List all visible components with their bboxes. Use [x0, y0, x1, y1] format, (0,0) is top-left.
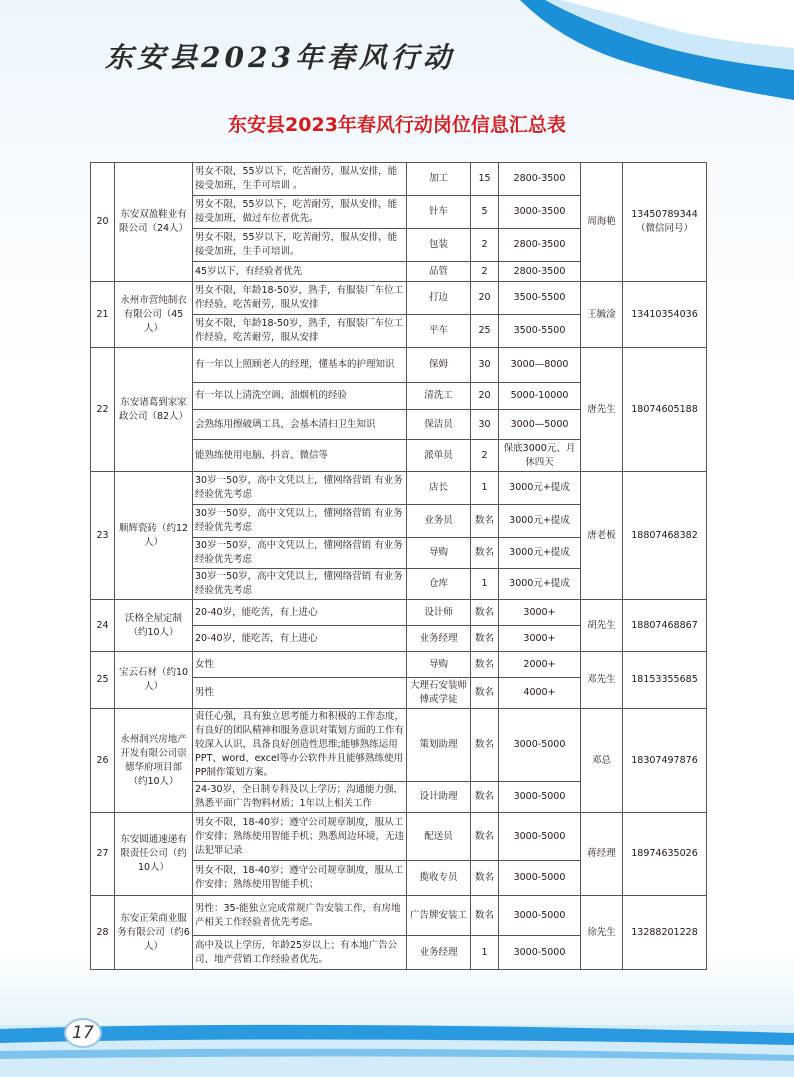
job-title: 店长 [407, 472, 471, 505]
job-title: 品管 [407, 262, 471, 282]
company-name: 永州市营纯制衣有限公司（45人） [115, 282, 193, 348]
contact-phone: 18153355685 [623, 652, 707, 709]
row-number: 25 [91, 652, 115, 709]
job-title: 业务经理 [407, 626, 471, 652]
headcount: 20 [471, 282, 499, 315]
contact-person: 邓总 [581, 709, 623, 813]
job-requirement: 男女不限，年龄18-50岁，熟手，有服装厂车位工作经验，吃苦耐劳，服从安排 [193, 315, 407, 348]
job-requirement: 女性 [193, 652, 407, 678]
job-title: 加工 [407, 163, 471, 196]
headcount: 5 [471, 196, 499, 229]
job-requirement: 30岁一50岁，高中文凭以上，懂网络营销 有业务经验优先考虑 [193, 538, 407, 569]
job-title: 业务经理 [407, 936, 471, 970]
salary: 3000+ [499, 600, 581, 626]
salary: 3000—8000 [499, 348, 581, 383]
job-requirement: 高中及以上学历、年龄25岁以上；有本地广告公司、地产营销工作经验者优先。 [193, 936, 407, 970]
headcount: 数名 [471, 782, 499, 813]
job-requirement: 男女不限，55岁以下，吃苦耐劳，服从安排，能接受加班，生手可培训 。 [193, 163, 407, 196]
headcount: 数名 [471, 861, 499, 896]
job-requirement: 男女不限，年龄18-50岁，熟手，有服装厂车位工作经验，吃苦耐劳，服从安排 [193, 282, 407, 315]
headcount: 数名 [471, 652, 499, 678]
job-title: 设计师 [407, 600, 471, 626]
headcount: 1 [471, 936, 499, 970]
headcount: 2 [471, 440, 499, 472]
company-name: 永州润兴房地产开发有限公司崇德华府项目部（约10人） [115, 709, 193, 813]
job-title: 派单员 [407, 440, 471, 472]
headcount: 数名 [471, 538, 499, 569]
salary: 4000+ [499, 678, 581, 709]
job-requirement: 男性 [193, 678, 407, 709]
contact-person: 邓先生 [581, 652, 623, 709]
salary: 3000元+提成 [499, 472, 581, 505]
contact-phone: 13410354036 [623, 282, 707, 348]
salary: 3000元+提成 [499, 538, 581, 569]
salary: 3000+ [499, 626, 581, 652]
footer-decoration [0, 1015, 794, 1077]
headcount: 数名 [471, 505, 499, 538]
row-number: 27 [91, 813, 115, 896]
job-requirement: 30岁一50岁，高中文凭以上，懂网络营销 有业务经验优先考虑 [193, 569, 407, 600]
job-requirement: 20-40岁，能吃苦，有上进心 [193, 600, 407, 626]
salary: 2800-3500 [499, 262, 581, 282]
salary: 2800-3500 [499, 163, 581, 196]
job-title: 大理石安装师傅或学徒 [407, 678, 471, 709]
contact-person: 徐先生 [581, 896, 623, 970]
headcount: 30 [471, 410, 499, 440]
contact-phone: 18807468382 [623, 472, 707, 600]
job-title: 针车 [407, 196, 471, 229]
row-number: 26 [91, 709, 115, 813]
job-requirement: 20-40岁，能吃苦，有上进心 [193, 626, 407, 652]
headcount: 数名 [471, 600, 499, 626]
banner-title: 东安县2023年春风行动 [105, 41, 455, 74]
salary: 3000-5000 [499, 896, 581, 936]
headcount: 数名 [471, 709, 499, 782]
contact-phone: 18074605188 [623, 348, 707, 472]
headcount: 数名 [471, 813, 499, 861]
company-name: 宝云石材（约10人） [115, 652, 193, 709]
job-requirement: 男女不限，18-40岁；遵守公司规章制度，服从工作安排；熟练使用智能手机；熟悉周边环境，无违法犯罪记录 [193, 813, 407, 861]
table-row [91, 896, 707, 936]
company-name: 东安正荣商业服务有限公司（约6人） [115, 896, 193, 970]
table-row [91, 709, 707, 782]
job-title: 打边 [407, 282, 471, 315]
job-title: 仓库 [407, 569, 471, 600]
contact-person: 王毓淦 [581, 282, 623, 348]
page-number: 17 [64, 1018, 102, 1048]
table-row [91, 348, 707, 383]
contact-phone: 13450789344（微信同号） [623, 163, 707, 282]
job-title: 保洁员 [407, 410, 471, 440]
company-name: 东安双盈鞋业有限公司（24人） [115, 163, 193, 282]
company-name: 东安圆通速递有限责任公司（约10人） [115, 813, 193, 896]
contact-phone: 18974635026 [623, 813, 707, 896]
headcount: 25 [471, 315, 499, 348]
job-requirement: 男女不限，18-40岁；遵守公司规章制度，服从工作安排；熟练使用智能手机； [193, 861, 407, 896]
salary: 5000-10000 [499, 383, 581, 410]
job-requirement: 有一年以上清洗空调、油烟机的经验 [193, 383, 407, 410]
salary: 3000元+提成 [499, 505, 581, 538]
contact-phone: 18807468867 [623, 600, 707, 652]
table-row [91, 600, 707, 626]
row-number: 23 [91, 472, 115, 600]
company-name: 顺辉瓷砖（约12人） [115, 472, 193, 600]
job-title: 策划助理 [407, 709, 471, 782]
headcount: 2 [471, 229, 499, 262]
headcount: 20 [471, 383, 499, 410]
headcount: 1 [471, 472, 499, 505]
headcount: 30 [471, 348, 499, 383]
job-table [90, 162, 707, 970]
table-row [91, 472, 707, 505]
company-name: 东安诸葛到家家政公司（82人） [115, 348, 193, 472]
salary: 3500-5500 [499, 315, 581, 348]
headcount: 数名 [471, 896, 499, 936]
contact-person: 胡先生 [581, 600, 623, 652]
job-title: 导购 [407, 652, 471, 678]
job-requirement: 会熟练用擦破璃工具，会基本清扫卫生知识 [193, 410, 407, 440]
job-title: 揽收专员 [407, 861, 471, 896]
job-requirement: 男女不限，55岁以下，吃苦耐劳，服从安排，能接受加班，生手可培训。 [193, 229, 407, 262]
job-requirement: 30岁一50岁，高中文凭以上，懂网络营销 有业务经验优先考虑 [193, 472, 407, 505]
salary: 3000-5000 [499, 861, 581, 896]
job-requirement: 有一年以上照顾老人的经理，懂基本的护理知识 [193, 348, 407, 383]
row-number: 24 [91, 600, 115, 652]
job-requirement: 24-30岁，全日制专科及以上学历；沟通能力强，熟悉平面广告物料材质；1年以上相关工作 [193, 782, 407, 813]
job-requirement: 男女不限，55岁以下，吃苦耐劳，服从安排，能接受加班，做过车位者优先。 [193, 196, 407, 229]
row-number: 28 [91, 896, 115, 970]
headcount: 15 [471, 163, 499, 196]
table-row [91, 163, 707, 196]
contact-phone: 13288201228 [623, 896, 707, 970]
job-title: 业务员 [407, 505, 471, 538]
headcount: 数名 [471, 626, 499, 652]
salary: 3000-5000 [499, 936, 581, 970]
contact-person: 唐老板 [581, 472, 623, 600]
job-requirement: 30岁一50岁，高中文凭以上，懂网络营销 有业务经验优先考虑 [193, 505, 407, 538]
salary: 3000-5000 [499, 813, 581, 861]
salary: 3000-5000 [499, 709, 581, 782]
salary: 3000-5000 [499, 782, 581, 813]
row-number: 21 [91, 282, 115, 348]
job-requirement: 能熟练使用电脑、抖音、微信等 [193, 440, 407, 472]
salary: 2000+ [499, 652, 581, 678]
company-name: 沃格全屋定制（约10人） [115, 600, 193, 652]
job-title: 配送员 [407, 813, 471, 861]
job-title: 清洗工 [407, 383, 471, 410]
salary: 3500-5500 [499, 282, 581, 315]
job-title: 平车 [407, 315, 471, 348]
page-title: 东安县2023年春风行动岗位信息汇总表 [228, 114, 566, 136]
contact-person: 唐先生 [581, 348, 623, 472]
headcount: 1 [471, 569, 499, 600]
row-number: 22 [91, 348, 115, 472]
salary: 3000—5000 [499, 410, 581, 440]
table-row [91, 652, 707, 678]
job-requirement: 男性：35-能独立完成常规广告安装工作，有房地产相关工作经验者优先考虑。 [193, 896, 407, 936]
job-title: 包装 [407, 229, 471, 262]
salary: 3000元+提成 [499, 569, 581, 600]
table-row [91, 282, 707, 315]
job-requirement: 45岁以下，有经验者优先 [193, 262, 407, 282]
job-title: 保姆 [407, 348, 471, 383]
salary: 3000-3500 [499, 196, 581, 229]
job-requirement: 责任心强，具有独立思考能力和积极的工作态度，有良好的团队精神和服务意识对策划方面的工作有较深入认识，具备良好创造性思维;能够熟练运用PPT、word、excel等办公软件并且能够熟练使用PP制作策划方案。 [193, 709, 407, 782]
job-title: 导购 [407, 538, 471, 569]
headcount: 数名 [471, 678, 499, 709]
job-title: 设计助理 [407, 782, 471, 813]
table-row [91, 813, 707, 861]
contact-person: 蒋经理 [581, 813, 623, 896]
salary: 2800-3500 [499, 229, 581, 262]
job-title: 广告牌安装工 [407, 896, 471, 936]
headcount: 2 [471, 262, 499, 282]
salary: 保底3000元、月休四天 [499, 440, 581, 472]
contact-person: 周海艳 [581, 163, 623, 282]
contact-phone: 18307497876 [623, 709, 707, 813]
row-number: 20 [91, 163, 115, 282]
